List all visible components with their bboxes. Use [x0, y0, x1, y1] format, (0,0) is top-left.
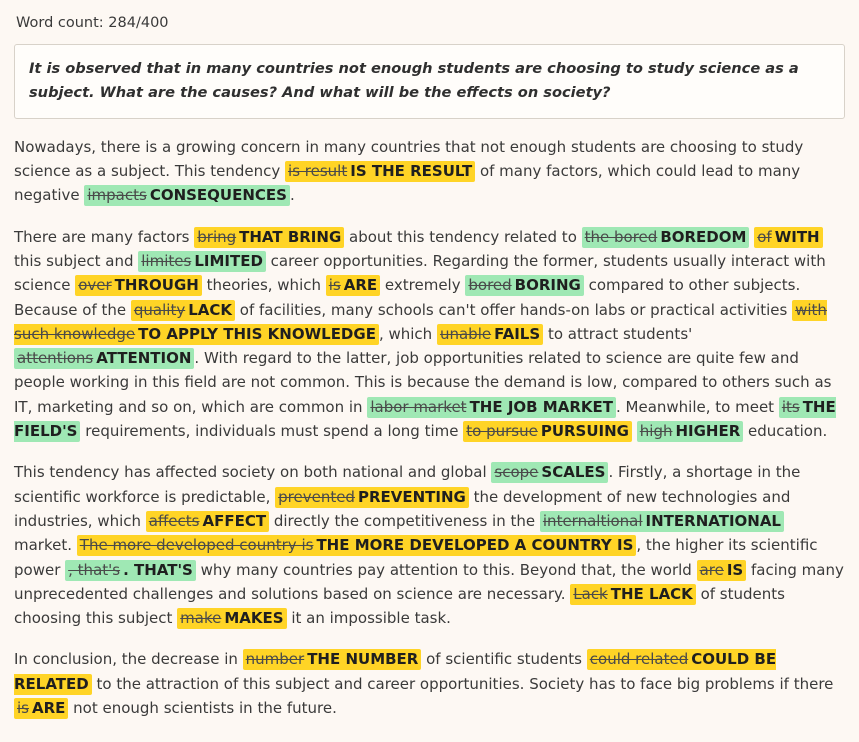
essay-text: theories, which	[201, 276, 326, 295]
correction-original: Lack	[573, 584, 608, 603]
correction-suggestion: HIGHER	[675, 422, 741, 441]
correction-original: could related	[589, 650, 689, 669]
correction-yellow[interactable]	[131, 300, 235, 321]
correction-suggestion: IS	[726, 560, 744, 579]
correction-suggestion: THE FIELD'S	[14, 397, 836, 441]
correction-original: is result	[288, 162, 348, 181]
correction-suggestion: THE LACK	[610, 584, 693, 603]
correction-suggestion: CONSEQUENCES	[149, 186, 287, 205]
essay-text: why many countries pay attention to this. Beyond that, the world	[195, 560, 697, 579]
correction-suggestion: AFFECT	[202, 511, 267, 530]
correction-original: unable	[439, 324, 492, 343]
correction-green[interactable]	[14, 348, 194, 369]
correction-original: are	[699, 560, 724, 579]
essay-text: it an impossible task.	[286, 609, 451, 628]
correction-suggestion: PREVENTING	[357, 487, 466, 506]
correction-yellow[interactable]	[437, 324, 543, 345]
essay-text: education.	[743, 422, 828, 441]
correction-original: bored	[468, 276, 512, 295]
correction-original: make	[180, 609, 222, 628]
correction-original: the bored	[584, 227, 658, 246]
correction-yellow[interactable]	[75, 275, 202, 296]
correction-yellow[interactable]	[243, 649, 422, 670]
essay-paragraph	[14, 647, 845, 720]
correction-original: , that's	[68, 560, 121, 579]
essay-text: the development of new technologies and industries, which	[14, 487, 791, 530]
correction-green[interactable]	[84, 185, 290, 206]
correction-original: number	[245, 650, 305, 669]
essay-text: . With regard to the latter, job opportunities related to science are quite few and people working in this field are not common. This is because the demand is low, compared to others such as IT, marketing and so on, which are common in	[14, 349, 832, 416]
correction-yellow[interactable]	[14, 698, 68, 719]
correction-yellow[interactable]	[463, 421, 632, 442]
correction-original: The more developed country is	[79, 536, 314, 555]
essay-text: of scientific students	[421, 650, 587, 669]
correction-original: scope	[494, 463, 539, 482]
essay-text: career opportunities. Regarding the former, students usually interact with science	[14, 251, 826, 295]
correction-original: high	[639, 422, 673, 441]
essay-text: to the attraction of this subject and career opportunities. Society has to face big problems if there	[91, 674, 834, 693]
correction-original: of	[757, 227, 772, 246]
correction-yellow[interactable]	[194, 227, 344, 248]
correction-suggestion: TO APPLY THIS KNOWLEDGE	[138, 324, 376, 343]
correction-suggestion: IS THE RESULT	[350, 162, 473, 181]
essay-text: . Meanwhile, to meet	[616, 397, 779, 416]
correction-original: is	[17, 698, 29, 717]
correction-original: bring	[197, 227, 237, 246]
correction-suggestion: ARE	[31, 698, 66, 717]
correction-yellow[interactable]	[754, 227, 822, 248]
correction-suggestion: COULD BE RELATED	[14, 650, 777, 693]
essay-text: of facilities, many schools can't offer hands-on labs or practical activities	[235, 300, 793, 319]
correction-yellow[interactable]	[285, 161, 475, 182]
essay-text: , which	[378, 324, 437, 343]
essay-prompt-text: It is observed that in many countries not enough students are choosing to study science as a subject. What are the causes? And what will be the effects on society?	[29, 60, 799, 102]
essay-prompt-box	[14, 44, 845, 118]
correction-green[interactable]	[582, 227, 750, 248]
correction-suggestion: LIMITED	[194, 251, 263, 270]
essay-text: extremely	[380, 276, 466, 295]
correction-suggestion: SCALES	[541, 463, 606, 482]
correction-original: attentions	[17, 349, 94, 368]
essay-paragraph	[14, 460, 845, 630]
correction-suggestion: THE NUMBER	[307, 650, 419, 669]
correction-green[interactable]	[465, 275, 583, 296]
correction-suggestion: LACK	[188, 300, 233, 319]
correction-yellow[interactable]	[77, 535, 637, 556]
correction-green[interactable]	[540, 511, 784, 532]
correction-original: limites	[141, 251, 192, 270]
essay-text: . Firstly, a shortage in the scientific workforce is predictable,	[14, 463, 801, 506]
essay-text: this subject and	[14, 251, 139, 270]
essay-text: about this tendency related to	[344, 227, 582, 246]
essay-body	[14, 135, 845, 721]
essay-text: to attract students'	[543, 324, 693, 343]
essay-text: .	[289, 186, 295, 205]
correction-green[interactable]	[491, 462, 608, 483]
correction-suggestion: MAKES	[224, 609, 284, 628]
correction-suggestion: ATTENTION	[96, 349, 192, 368]
correction-original: prevented	[278, 487, 355, 506]
essay-text: This tendency has affected society on both national and global	[14, 463, 492, 482]
correction-suggestion: THAT BRING	[239, 227, 342, 246]
correction-green[interactable]	[637, 421, 744, 442]
essay-text: , the higher its scientific power	[14, 536, 818, 579]
essay-text: not enough scientists in the future.	[68, 698, 337, 717]
correction-suggestion: WITH	[774, 227, 820, 246]
essay-text: directly the competitiveness in the	[269, 511, 540, 530]
correction-green[interactable]	[367, 397, 616, 418]
correction-original: impacts	[87, 186, 147, 205]
correction-yellow[interactable]	[326, 275, 380, 296]
correction-suggestion: BOREDOM	[660, 227, 747, 246]
correction-yellow[interactable]	[177, 608, 286, 629]
essay-text: of many factors, which could lead to many negative	[14, 162, 801, 205]
correction-suggestion: ARE	[343, 276, 378, 295]
essay-text: In conclusion, the decrease in	[14, 650, 243, 669]
correction-suggestion: . THAT'S	[123, 560, 193, 579]
correction-suggestion: PURSUING	[540, 422, 629, 441]
essay-text: compared to other subjects. Because of the	[14, 276, 801, 319]
correction-original: over	[78, 276, 112, 295]
correction-suggestion: THROUGH	[114, 276, 199, 295]
correction-yellow[interactable]	[570, 584, 696, 605]
correction-original: internaltional	[542, 511, 643, 530]
correction-yellow[interactable]	[697, 560, 747, 581]
correction-original: to pursue	[466, 422, 538, 441]
correction-original: affects	[148, 511, 200, 530]
essay-text: Nowadays, there is a growing concern in many countries that not enough students are choosing to study science as a subject. This tendency	[14, 137, 804, 181]
correction-original: quality	[133, 300, 186, 319]
correction-original: labor market	[370, 397, 467, 416]
correction-original: its	[781, 397, 800, 416]
essay-text: facing many unprecedented challenges and solutions based on science are necessary.	[14, 560, 844, 603]
essay-text: of students choosing this subject	[14, 584, 785, 628]
correction-suggestion: BORING	[514, 276, 581, 295]
correction-suggestion: INTERNATIONAL	[645, 511, 781, 530]
correction-original: is	[328, 276, 341, 295]
essay-paragraph	[14, 225, 845, 444]
correction-suggestion: THE MORE DEVELOPED A COUNTRY IS	[316, 536, 634, 555]
correction-green[interactable]	[65, 560, 196, 581]
essay-text: requirements, individuals must spend a long time	[80, 422, 464, 441]
correction-yellow[interactable]	[146, 511, 269, 532]
correction-yellow[interactable]	[275, 487, 469, 508]
correction-suggestion: THE JOB MARKET	[469, 397, 613, 416]
word-count-label: Word count: 284/400	[16, 15, 169, 31]
essay-paragraph	[14, 135, 845, 208]
essay-text: market.	[14, 536, 77, 555]
essay-text: There are many factors	[14, 227, 195, 246]
correction-original: with such knowledge	[14, 300, 827, 343]
correction-suggestion: FAILS	[494, 324, 541, 343]
correction-green[interactable]	[138, 251, 266, 272]
